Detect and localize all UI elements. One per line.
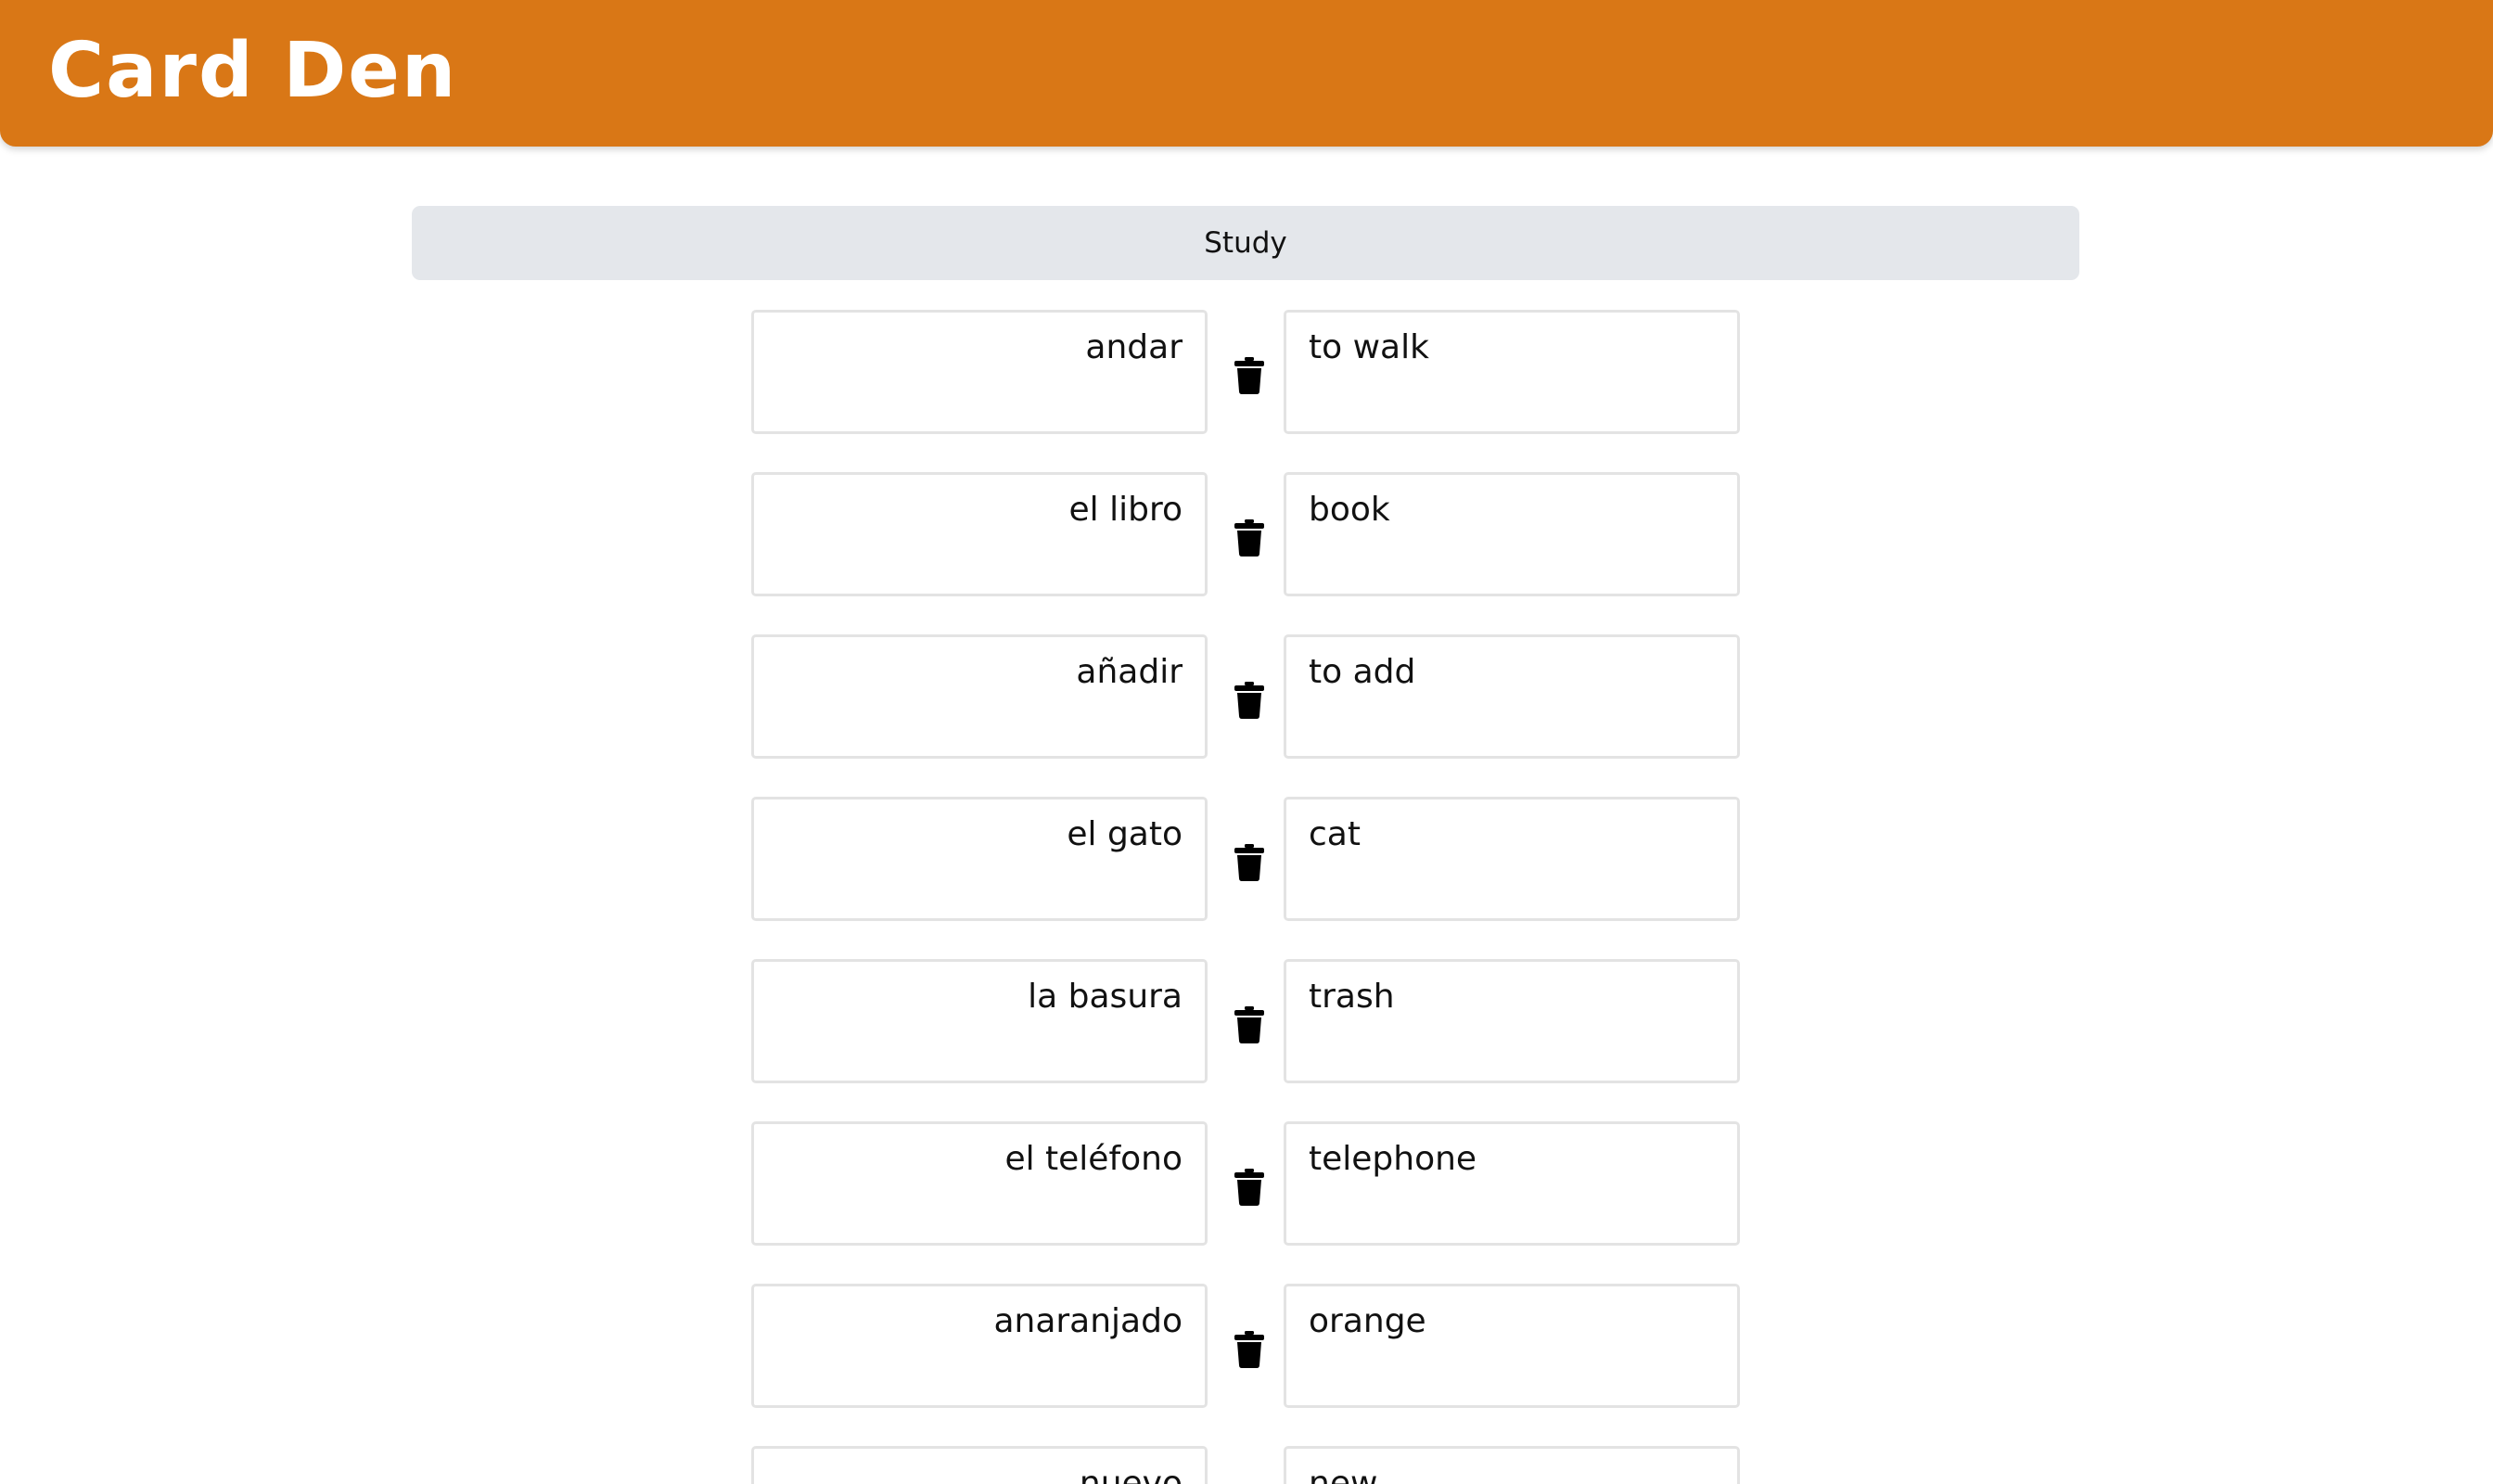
card-row xyxy=(751,472,1742,596)
card-row xyxy=(751,959,1742,1083)
card-row xyxy=(751,1121,1742,1246)
trash-icon xyxy=(1234,357,1265,394)
study-button[interactable]: Study xyxy=(412,206,2079,280)
card-front-input[interactable] xyxy=(751,310,1208,434)
card-back-input[interactable] xyxy=(1284,634,1740,759)
card-row xyxy=(751,310,1742,434)
card-list xyxy=(751,310,1742,1484)
card-front-input[interactable] xyxy=(751,634,1208,759)
delete-card-button[interactable] xyxy=(1228,677,1271,723)
trash-icon xyxy=(1234,519,1265,556)
card-back-input[interactable] xyxy=(1284,1446,1740,1484)
card-back-input[interactable] xyxy=(1284,310,1740,434)
card-front-input[interactable] xyxy=(751,1446,1208,1484)
card-front-input[interactable] xyxy=(751,472,1208,596)
card-front-input[interactable] xyxy=(751,797,1208,921)
card-back-input[interactable] xyxy=(1284,472,1740,596)
app-title: Card Den xyxy=(48,27,458,115)
trash-icon xyxy=(1234,1006,1265,1043)
app-header xyxy=(0,0,2493,147)
card-back-input[interactable] xyxy=(1284,1121,1740,1246)
card-row xyxy=(751,634,1742,759)
delete-card-button[interactable] xyxy=(1228,515,1271,561)
card-row xyxy=(751,1284,1742,1408)
delete-card-button[interactable] xyxy=(1228,1326,1271,1373)
delete-card-button[interactable] xyxy=(1228,839,1271,886)
card-front-input[interactable] xyxy=(751,1121,1208,1246)
trash-icon xyxy=(1234,1331,1265,1368)
card-row xyxy=(751,797,1742,921)
card-front-input[interactable] xyxy=(751,959,1208,1083)
delete-card-button[interactable] xyxy=(1228,352,1271,399)
card-front-input[interactable] xyxy=(751,1284,1208,1408)
card-back-input[interactable] xyxy=(1284,797,1740,921)
trash-icon xyxy=(1234,1169,1265,1206)
delete-card-button[interactable] xyxy=(1228,1002,1271,1048)
card-back-input[interactable] xyxy=(1284,959,1740,1083)
trash-icon xyxy=(1234,682,1265,719)
trash-icon xyxy=(1234,844,1265,881)
delete-card-button[interactable] xyxy=(1228,1164,1271,1210)
card-row xyxy=(751,1446,1742,1484)
card-back-input[interactable] xyxy=(1284,1284,1740,1408)
